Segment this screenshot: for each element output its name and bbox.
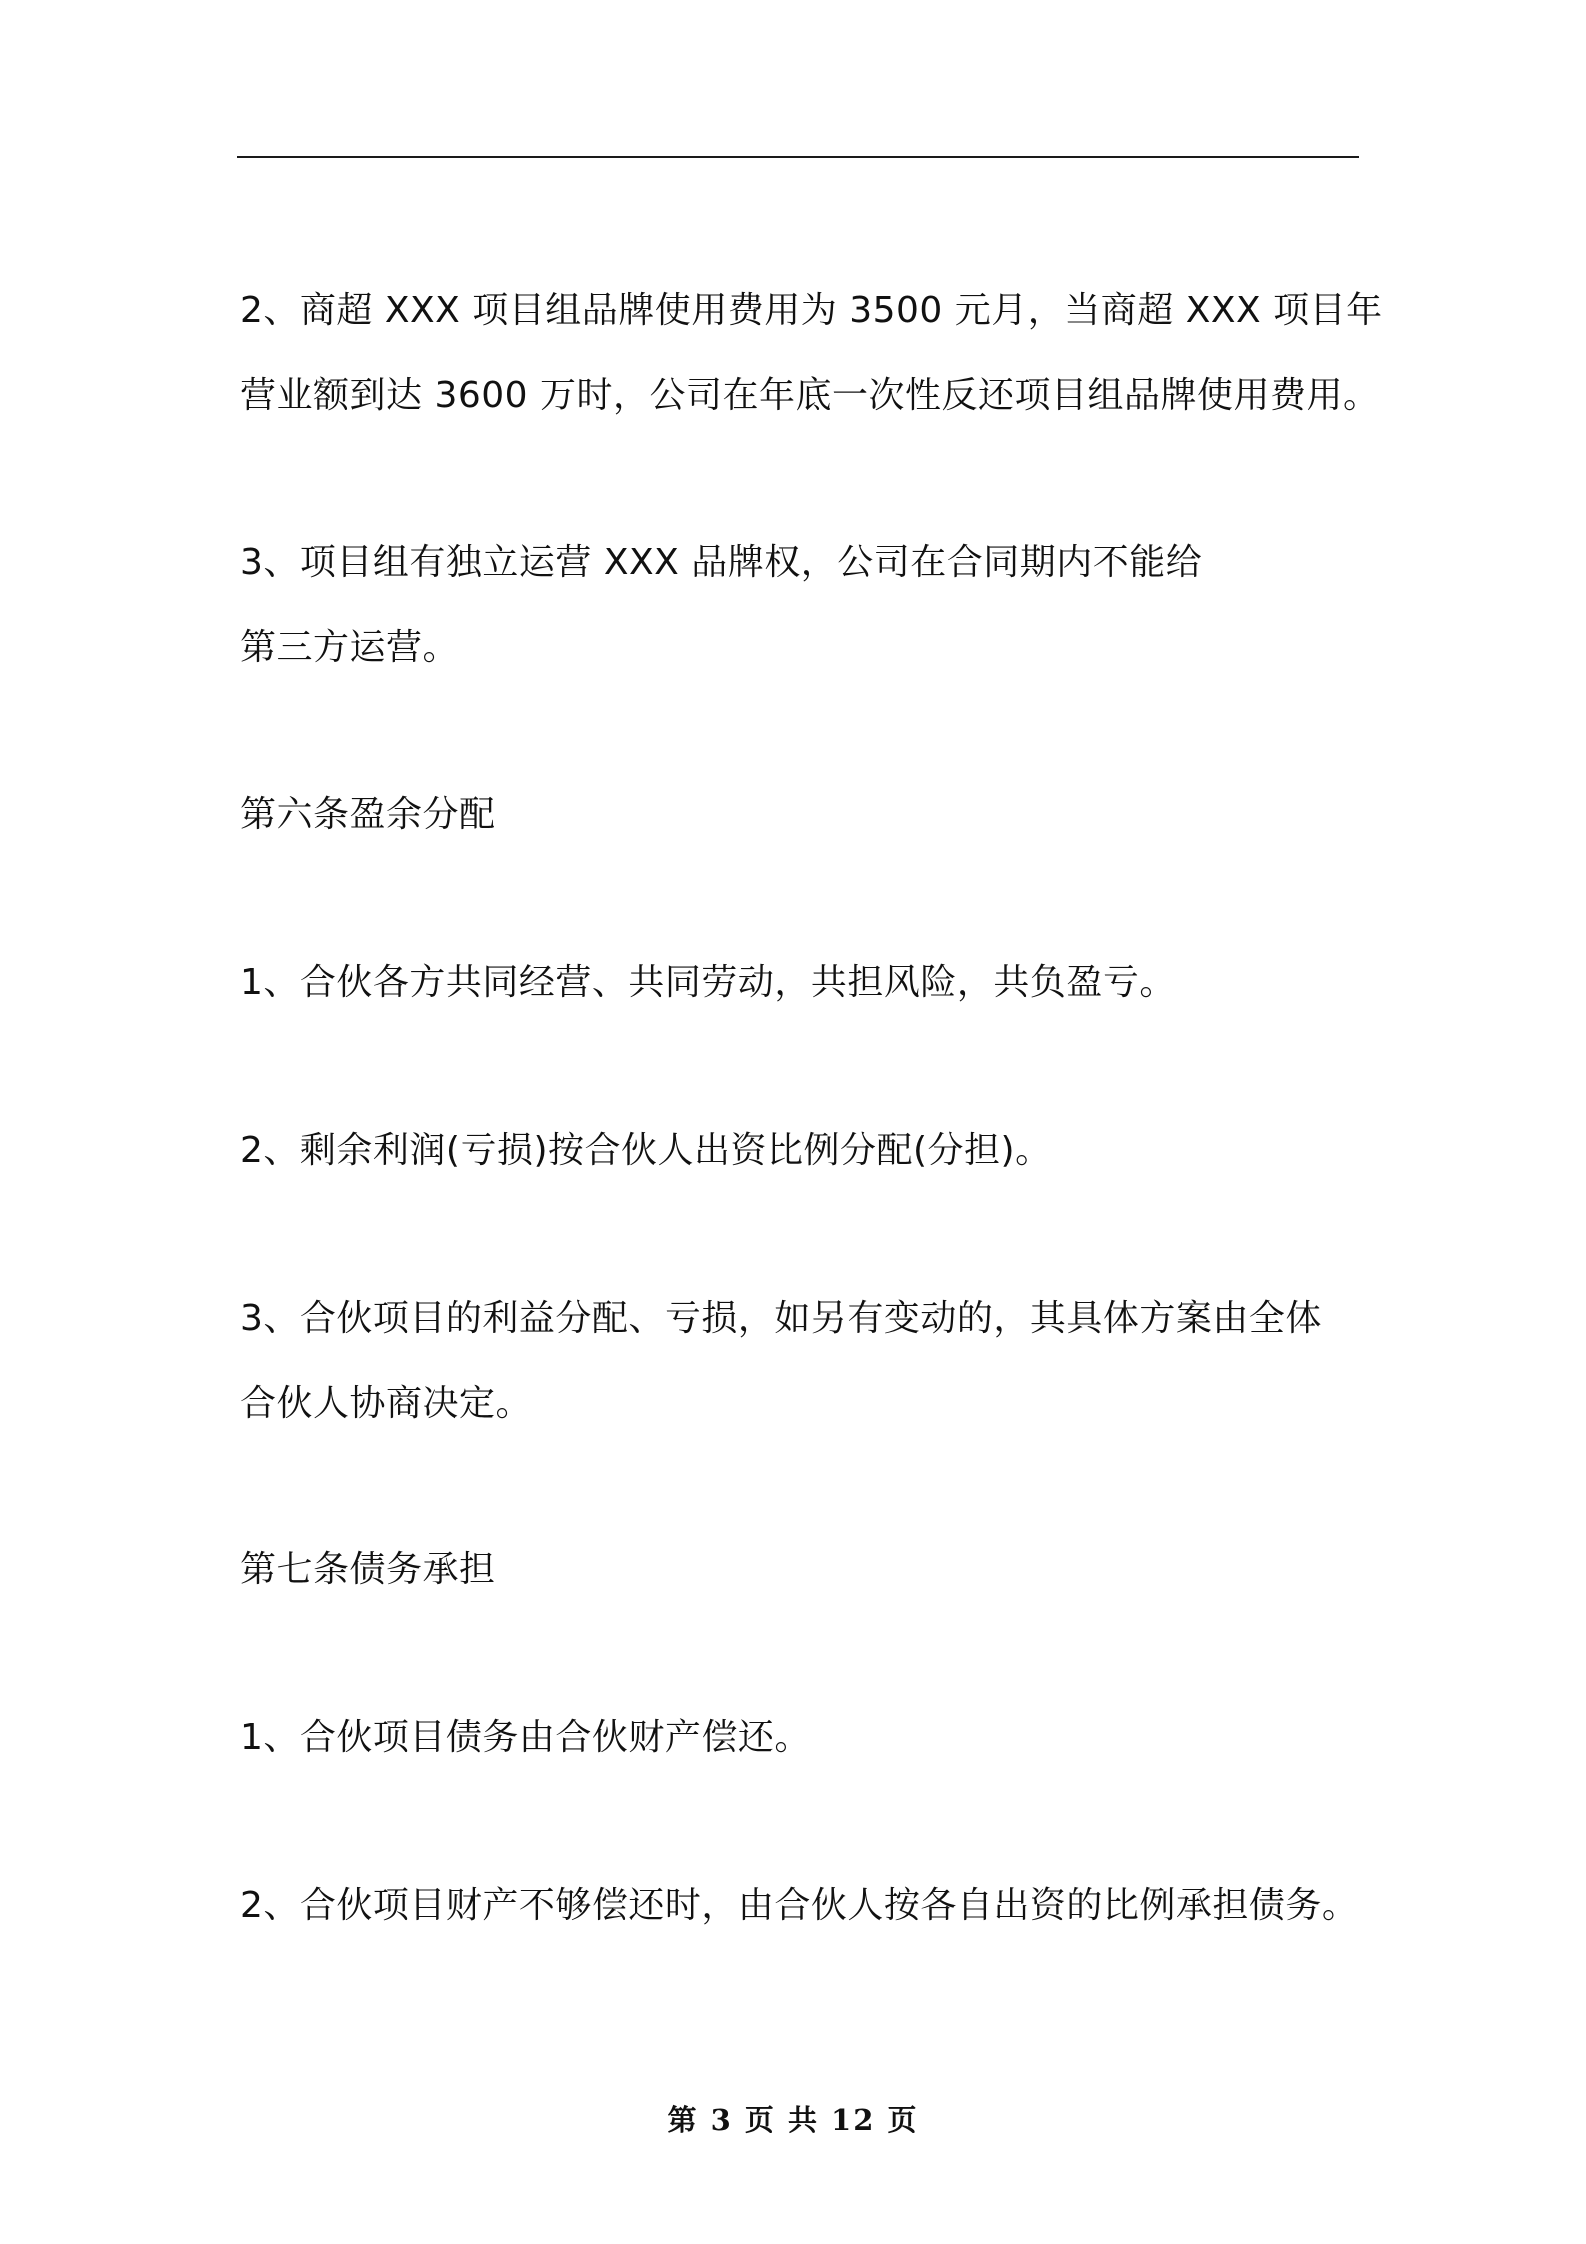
heading-text: 第七条债务承担	[240, 1549, 496, 1590]
heading-text: 第六条盈余分配	[240, 794, 496, 835]
text-line: 3、项目组有独立运营 XXX 品牌权，公司在合同期内不能给	[240, 542, 1203, 583]
clause-5-item-2	[240, 268, 1383, 438]
text-line: 2、商超 XXX 项目组品牌使用费用为 3500 元月，当商超 XXX 项目年	[240, 290, 1383, 331]
section-heading-6	[240, 772, 1365, 857]
text-line: 1、合伙各方共同经营、共同劳动，共担风险，共负盈亏。	[240, 962, 1176, 1003]
clause-6-item-1	[240, 940, 1365, 1025]
text-line: 合伙人协商决定。	[240, 1383, 533, 1424]
page-footer: 第 3 页 共 12 页	[667, 2103, 919, 2137]
text-line: 1、合伙项目债务由合伙财产偿还。	[240, 1717, 811, 1758]
text-line: 营业额到达 3600 万时，公司在年底一次性反还项目组品牌使用费用。	[240, 375, 1380, 416]
clause-6-item-2	[240, 1108, 1365, 1193]
clause-6-item-3	[240, 1276, 1365, 1446]
clause-7-item-2	[240, 1863, 1365, 1948]
clause-5-item-3	[240, 520, 1365, 690]
text-line: 第三方运营。	[240, 627, 460, 668]
header-rule	[237, 156, 1359, 158]
text-line: 2、剩余利润(亏损)按合伙人出资比例分配(分担)。	[240, 1130, 1052, 1171]
section-heading-7	[240, 1527, 1365, 1612]
text-line: 2、合伙项目财产不够偿还时，由合伙人按各自出资的比例承担债务。	[240, 1885, 1359, 1926]
clause-7-item-1	[240, 1695, 1365, 1780]
text-line: 3、合伙项目的利益分配、亏损，如另有变动的，其具体方案由全体	[240, 1298, 1322, 1339]
